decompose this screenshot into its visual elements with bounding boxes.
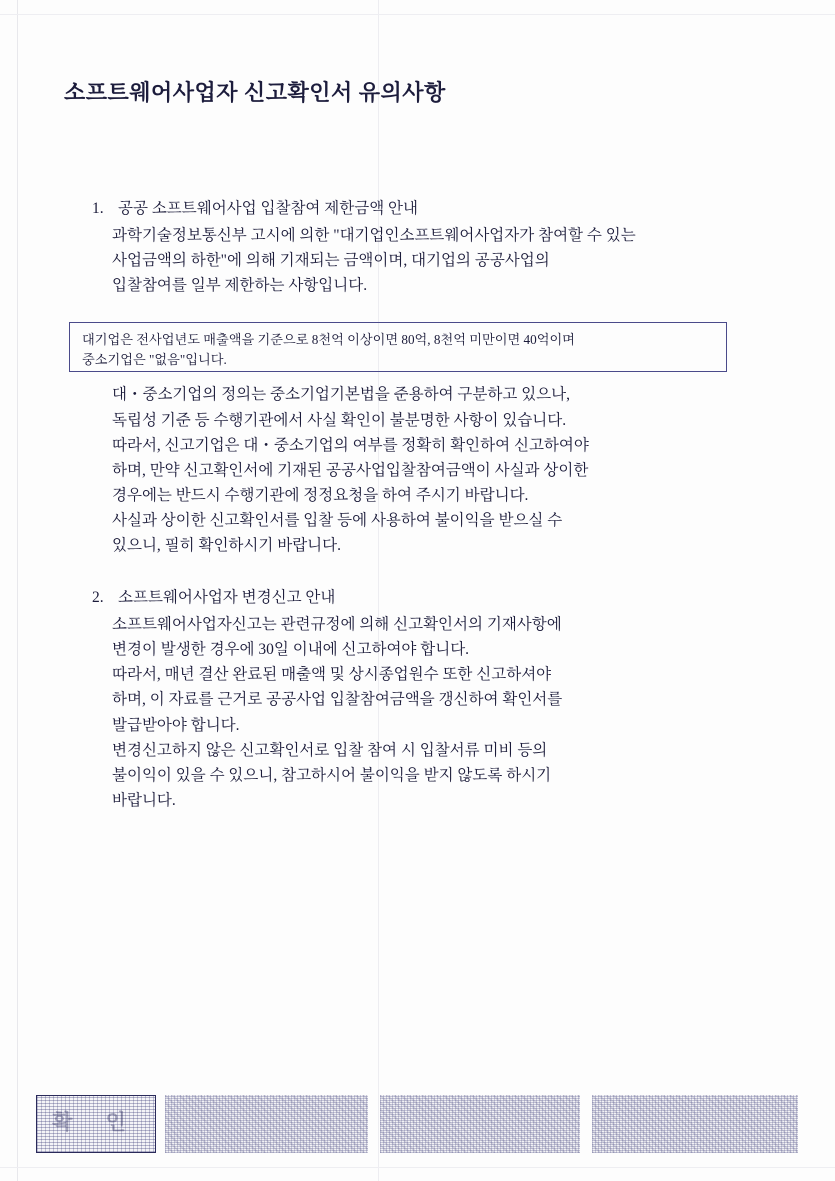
text-line: 사업금액의 하한"에 의해 기재되는 금액이며, 대기업의 공공사업의 bbox=[112, 252, 550, 270]
text-line: 과학기술정보통신부 고시에 의한 "대기업인소프트웨어사업자가 참여할 수 있는 bbox=[112, 227, 636, 245]
section-1-heading bbox=[92, 196, 772, 221]
text-line: 입찰참여를 일부 제한하는 사항입니다. bbox=[112, 277, 368, 295]
notice-line-1: 대기업은 전사업년도 매출액을 기준으로 8천억 이상이면 80억, 8천억 미만이면 40억이며 bbox=[82, 332, 575, 347]
stamp-box bbox=[36, 1095, 156, 1153]
scan-fold-line-top bbox=[0, 14, 835, 15]
section-1 bbox=[92, 196, 772, 558]
stamp-label: 확 인 bbox=[52, 1110, 140, 1134]
section-1-paragraph-1 bbox=[112, 223, 772, 298]
text-line: 대・중소기업의 정의는 중소기업기본법을 준용하여 구분하고 있으나, bbox=[112, 386, 570, 404]
section-1-title: 공공 소프트웨어사업 입찰참여 제한금액 안내 bbox=[118, 200, 418, 217]
page-title: 소프트웨어사업자 신고확인서 유의사항 bbox=[64, 80, 446, 105]
scan-noise-block bbox=[592, 1095, 798, 1153]
text-line: 바랍니다. bbox=[112, 791, 176, 809]
section-1-number: 1. bbox=[92, 200, 104, 217]
text-line: 하며, 만약 신고확인서에 기재된 공공사업입찰참여금액이 사실과 상이한 bbox=[112, 461, 589, 479]
scan-noise-block bbox=[165, 1095, 368, 1153]
notice-line-2: 중소기업은 "없음"입니다. bbox=[82, 352, 227, 368]
section-2-title: 소프트웨어사업자 변경신고 안내 bbox=[118, 589, 336, 606]
text-line: 있으니, 필히 확인하시기 바랍니다. bbox=[112, 537, 341, 555]
text-line: 사실과 상이한 신고확인서를 입찰 등에 사용하여 불이익을 받으실 수 bbox=[112, 511, 563, 529]
notice-box bbox=[69, 322, 727, 372]
scan-fold-line-bottom bbox=[0, 1167, 835, 1168]
scan-artifact-row bbox=[0, 1095, 835, 1159]
text-line: 발급받아야 합니다. bbox=[112, 716, 240, 734]
section-2-paragraph-1 bbox=[112, 612, 772, 813]
section-2 bbox=[92, 585, 772, 813]
text-line: 독립성 기준 등 수행기관에서 사실 확인이 불분명한 사항이 있습니다. bbox=[112, 411, 567, 429]
text-line: 따라서, 신고기업은 대・중소기업의 여부를 정확히 확인하여 신고하여야 bbox=[112, 436, 589, 454]
text-line: 하며, 이 자료를 근거로 공공사업 입찰참여금액을 갱신하여 확인서를 bbox=[112, 691, 563, 709]
section-1-paragraph-2 bbox=[112, 382, 772, 558]
scan-fold-line-left bbox=[17, 0, 18, 1181]
section-2-number: 2. bbox=[92, 589, 104, 606]
text-line: 소프트웨어사업자신고는 관련규정에 의해 신고확인서의 기재사항에 bbox=[112, 616, 562, 634]
text-line: 경우에는 반드시 수행기관에 정정요청을 하여 주시기 바랍니다. bbox=[112, 486, 529, 504]
text-line: 불이익이 있을 수 있으니, 참고하시어 불이익을 받지 않도록 하시기 bbox=[112, 766, 552, 784]
section-2-heading bbox=[92, 585, 772, 610]
scan-noise-block bbox=[380, 1095, 580, 1153]
text-line: 변경신고하지 않은 신고확인서로 입찰 참여 시 입찰서류 미비 등의 bbox=[112, 741, 548, 759]
text-line: 따라서, 매년 결산 완료된 매출액 및 상시종업원수 또한 신고하셔야 bbox=[112, 666, 552, 684]
text-line: 변경이 발생한 경우에 30일 이내에 신고하여야 합니다. bbox=[112, 641, 470, 659]
